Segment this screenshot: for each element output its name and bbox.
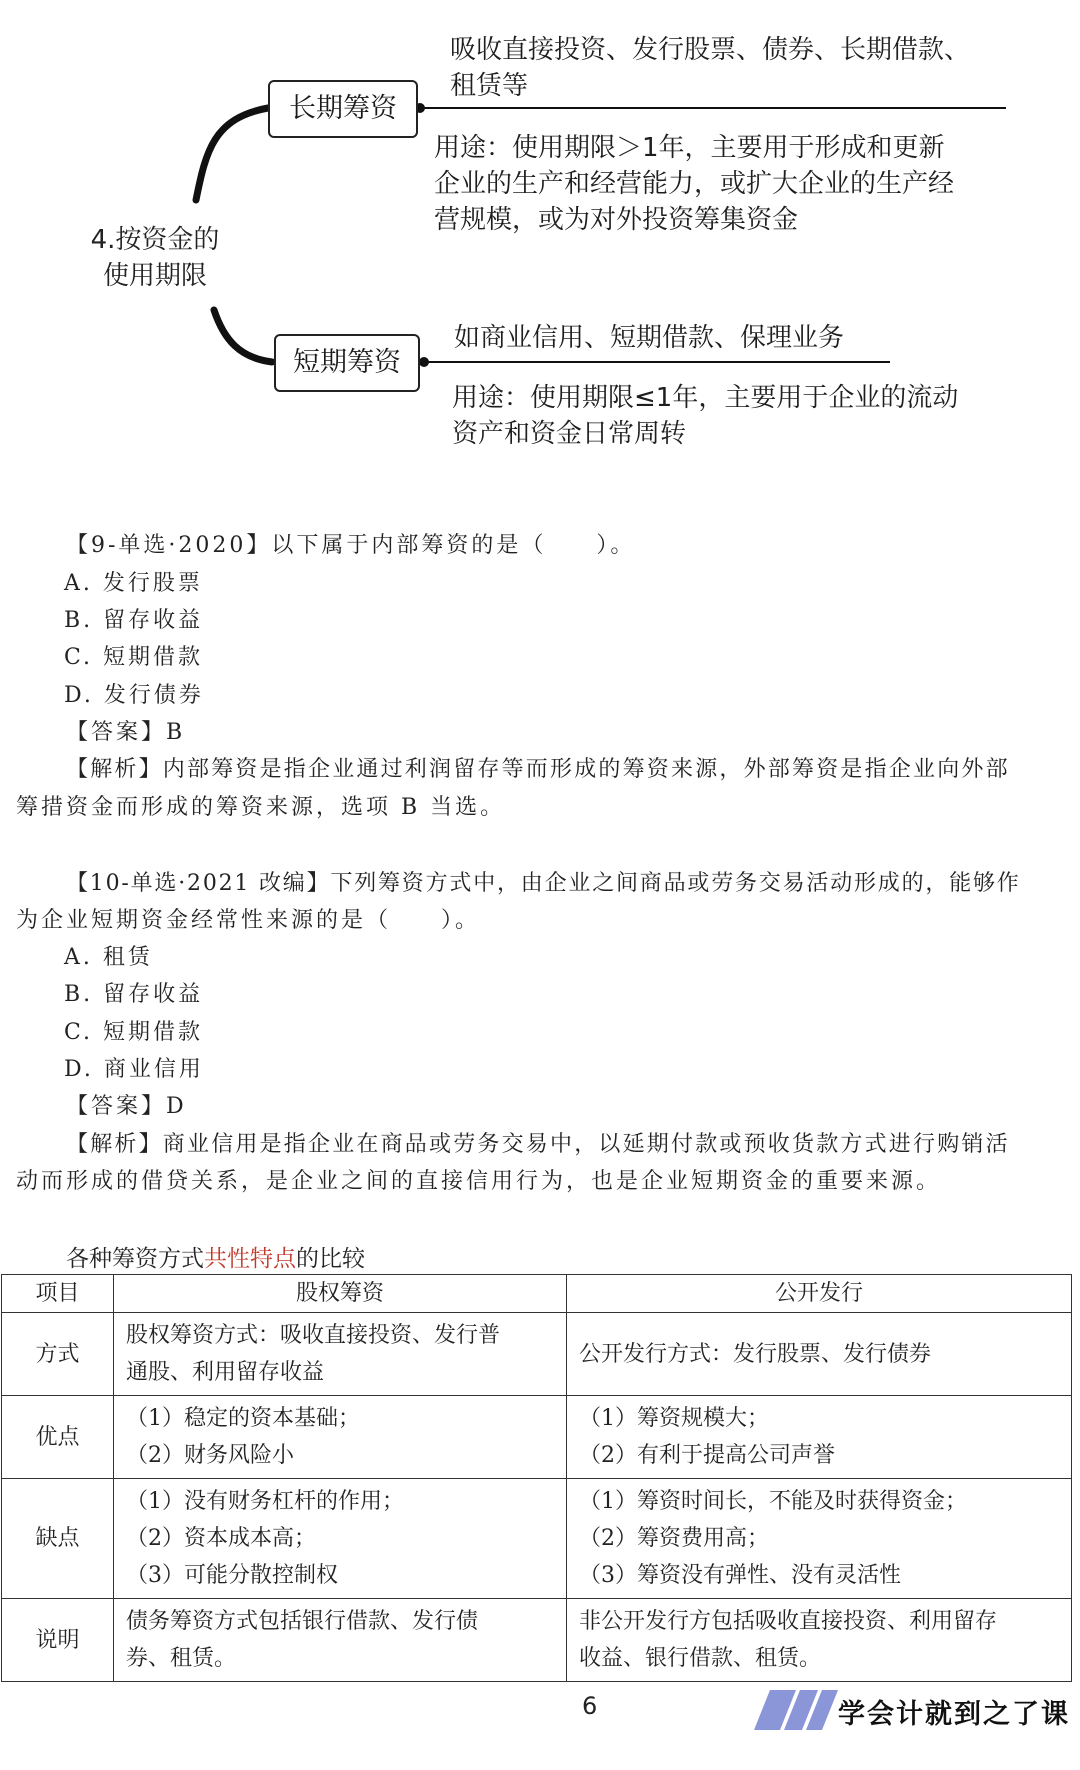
cell-line: （3）可能分散控制权 [126, 1563, 338, 1588]
cell-line: 券、租赁。 [126, 1646, 237, 1671]
cell-line: （2）财务风险小 [126, 1443, 294, 1468]
cell-line: 公开发行方式：发行股票、发行债券 [579, 1341, 932, 1367]
long-term-methods-line2: 租赁等 [450, 71, 529, 101]
mindmap-root [70, 222, 240, 294]
row-public [567, 1396, 1072, 1479]
option-a: A. 发行股票 [64, 571, 203, 596]
row-item: 方式 [2, 1313, 114, 1396]
cell-line: （2）有利于提高公司声誉 [579, 1443, 835, 1468]
analysis-line2: 动而形成的借贷关系，是企业之间的直接信用行为，也是企业短期资金的重要来源。 [16, 1169, 942, 1194]
answer: 【答案】B [66, 720, 186, 745]
brand-slogan: 学会计就到之了课 [838, 1699, 1070, 1730]
long-term-usage-line2: 企业的生产和经营能力，或扩大企业的生产经 [434, 169, 955, 199]
option-d: D. 商业信用 [64, 1057, 204, 1082]
row-item: 说明 [2, 1599, 114, 1682]
comparison-table [1, 1274, 1072, 1682]
row-public [567, 1599, 1072, 1682]
cell-line: （2）筹资费用高； [579, 1526, 769, 1551]
option-b: B. 留存收益 [64, 982, 204, 1007]
long-term-financing-box: 长期筹资 [268, 80, 418, 138]
long-term-usage-line3: 营规模，或为对外投资筹集资金 [434, 205, 799, 235]
table-row [2, 1396, 1072, 1479]
cell-line: 债务筹资方式包括银行借款、发行债 [126, 1609, 479, 1634]
row-equity [114, 1479, 567, 1599]
header-equity: 股权筹资 [114, 1275, 567, 1313]
table-row [2, 1313, 1072, 1396]
long-term-methods [450, 32, 970, 104]
mindmap-root-line1: 4.按资金的 [90, 225, 220, 255]
table-row [2, 1479, 1072, 1599]
table-title-pre: 各种筹资方式 [66, 1246, 204, 1272]
long-term-methods-line1: 吸收直接投资、发行股票、债券、长期借款、 [450, 35, 971, 65]
short-term-financing-box: 短期筹资 [274, 334, 420, 392]
cell-line: （3）筹资没有弹性、没有灵活性 [579, 1563, 901, 1588]
analysis-line1: 【解析】商业信用是指企业在商品或劳务交易中，以延期付款或预收货款方式进行购销活 [66, 1132, 1010, 1157]
row-public [567, 1313, 1072, 1396]
header-public: 公开发行 [567, 1275, 1072, 1313]
row-equity [114, 1599, 567, 1682]
option-b: B. 留存收益 [64, 608, 204, 633]
cell-line: 收益、银行借款、租赁。 [579, 1646, 822, 1671]
cell-line: 股权筹资方式：吸收直接投资、发行普 [126, 1323, 501, 1348]
answer: 【答案】D [66, 1094, 187, 1119]
short-term-usage [452, 380, 958, 452]
cell-line: 非公开发行方包括吸收直接投资、利用留存 [579, 1609, 998, 1634]
page-number: 6 [582, 1692, 598, 1720]
cell-line: 通股、利用留存收益 [126, 1360, 325, 1385]
cell-line: （1）稳定的资本基础； [126, 1406, 360, 1431]
analysis-line2: 筹措资金而形成的筹资来源，选项 B 当选。 [16, 795, 506, 820]
row-item: 缺点 [2, 1479, 114, 1599]
table-header-row [2, 1275, 1072, 1313]
header-item: 项目 [2, 1275, 114, 1313]
table-title-highlight: 共性特点 [204, 1246, 296, 1272]
short-term-methods: 如商业信用、短期借款、保理业务 [454, 323, 845, 353]
brand-logo-icon [752, 1686, 844, 1734]
row-item: 优点 [2, 1396, 114, 1479]
cell-line: （1）没有财务杠杆的作用； [126, 1489, 404, 1514]
option-c: C. 短期借款 [64, 645, 204, 670]
table-title-post: 的比较 [296, 1246, 365, 1272]
table-title [66, 1240, 365, 1273]
option-c: C. 短期借款 [64, 1020, 204, 1045]
mindmap-root-line2: 使用期限 [102, 261, 207, 291]
row-equity [114, 1396, 567, 1479]
long-term-usage [434, 130, 954, 238]
row-equity [114, 1313, 567, 1396]
short-term-usage-line1: 用途：使用期限≤1年，主要用于企业的流动 [452, 383, 959, 413]
question-stem-line1: 【10-单选·2021 改编】下列筹资方式中，由企业之间商品或劳务交易活动形成的，能够作 [66, 871, 1021, 896]
long-term-usage-line1: 用途：使用期限＞1年，主要用于形成和更新 [434, 133, 945, 163]
cell-line: （1）筹资时间长，不能及时获得资金； [579, 1489, 967, 1514]
option-a: A. 租赁 [64, 945, 153, 970]
row-public [567, 1479, 1072, 1599]
cell-line: （1）筹资规模大； [579, 1406, 769, 1431]
question-stem-line2: 为企业短期资金经常性来源的是（ ）。 [16, 908, 481, 933]
question-stem: 【9-单选·2020】以下属于内部筹资的是（ ）。 [66, 533, 636, 558]
table-row [2, 1599, 1072, 1682]
analysis-line1: 【解析】内部筹资是指企业通过利润留存等而形成的筹资来源，外部筹资是指企业向外部 [66, 757, 1010, 782]
option-d: D. 发行债券 [64, 683, 204, 708]
cell-line: （2）资本成本高； [126, 1526, 316, 1551]
short-term-usage-line2: 资产和资金日常周转 [452, 419, 687, 449]
